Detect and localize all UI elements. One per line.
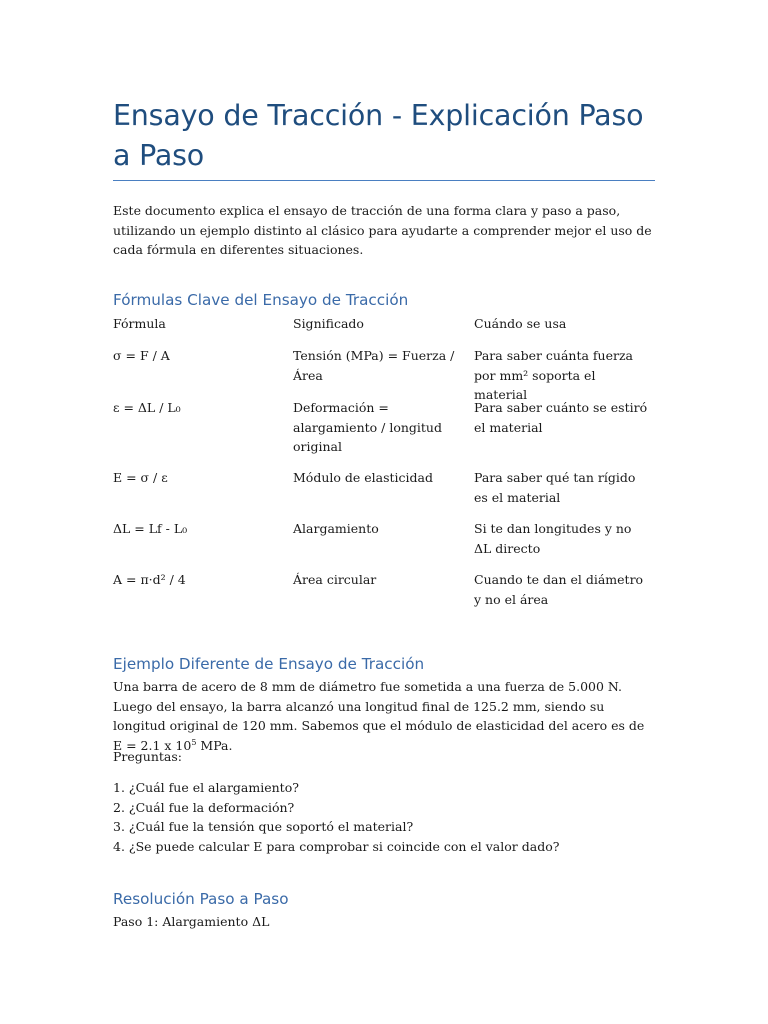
list-item: 4. ¿Se puede calcular E para comprobar si coincide con el valor dado? <box>113 838 560 854</box>
example-paragraph-text: Una barra de acero de 8 mm de diámetro fue sometida a una fuerza de 5.000 N. Luego del ensayo, la barra alcanzó una longitud final de 125.2 mm, siendo su longitud original de 120 mm. Sabemos que el módulo de elasticidad del acero es de E = 2.1 x 10 <box>113 679 645 753</box>
column-header-usage: Cuándo se usa <box>474 316 567 331</box>
list-item: 3. ¿Cuál fue la tensión que soportó el material? <box>113 819 414 834</box>
formula-cell: σ = F / A <box>113 348 170 363</box>
column-header-formula: Fórmula <box>113 316 166 331</box>
meaning-cell: Módulo de elasticidad <box>293 470 433 485</box>
list-item: 2. ¿Cuál fue la deformación? <box>113 799 295 815</box>
meaning-cell: Deformación = alargamiento / longitud original <box>293 400 442 454</box>
example-heading: Ejemplo Diferente de Ensayo de Tracción <box>113 655 425 673</box>
exponent: 5 <box>191 737 197 747</box>
usage-cell: Cuando te dan el diámetro y no el área <box>474 572 644 607</box>
intro-paragraph: Este documento explica el ensayo de tracción de una forma clara y paso a paso, utilizando un ejemplo distinto al clásico para ayudarte a comprender mejor el uso de cada fórmula en diferentes situaciones. <box>113 203 652 257</box>
column-header-meaning: Significado <box>293 316 364 331</box>
formula-cell: E = σ / ε <box>113 470 168 485</box>
meaning-cell: Área circular <box>293 572 377 587</box>
formula-cell: A = π·d² / 4 <box>113 572 186 587</box>
list-item: 1. ¿Cuál fue el alargamiento? <box>113 780 299 795</box>
formula-cell: ε = ΔL / L₀ <box>113 400 181 415</box>
meaning-cell: Tensión (MPa) = Fuerza / Área <box>293 348 455 383</box>
formula-cell: ΔL = Lf - L₀ <box>113 521 188 536</box>
formulas-heading: Fórmulas Clave del Ensayo de Tracción <box>113 291 409 309</box>
document-title: Ensayo de Tracción - Explicación Paso a Paso <box>113 99 644 172</box>
questions-label: Preguntas: <box>113 749 182 764</box>
example-paragraph-tail: MPa. <box>196 737 233 753</box>
questions-list <box>113 778 655 856</box>
meaning-cell: Alargamiento <box>293 521 379 536</box>
example-paragraph <box>113 677 655 755</box>
title-underline <box>113 180 655 181</box>
usage-cell: Para saber cuánta fuerza por mm² soporta el material <box>474 348 634 402</box>
resolution-heading: Resolución Paso a Paso <box>113 890 289 908</box>
usage-cell: Para saber qué tan rígido es el material <box>474 470 636 505</box>
step-1-text: Paso 1: Alargamiento ΔL <box>113 914 270 929</box>
usage-cell: Si te dan longitudes y no ΔL directo <box>474 521 632 556</box>
usage-cell: Para saber cuánto se estiró el material <box>474 400 648 435</box>
